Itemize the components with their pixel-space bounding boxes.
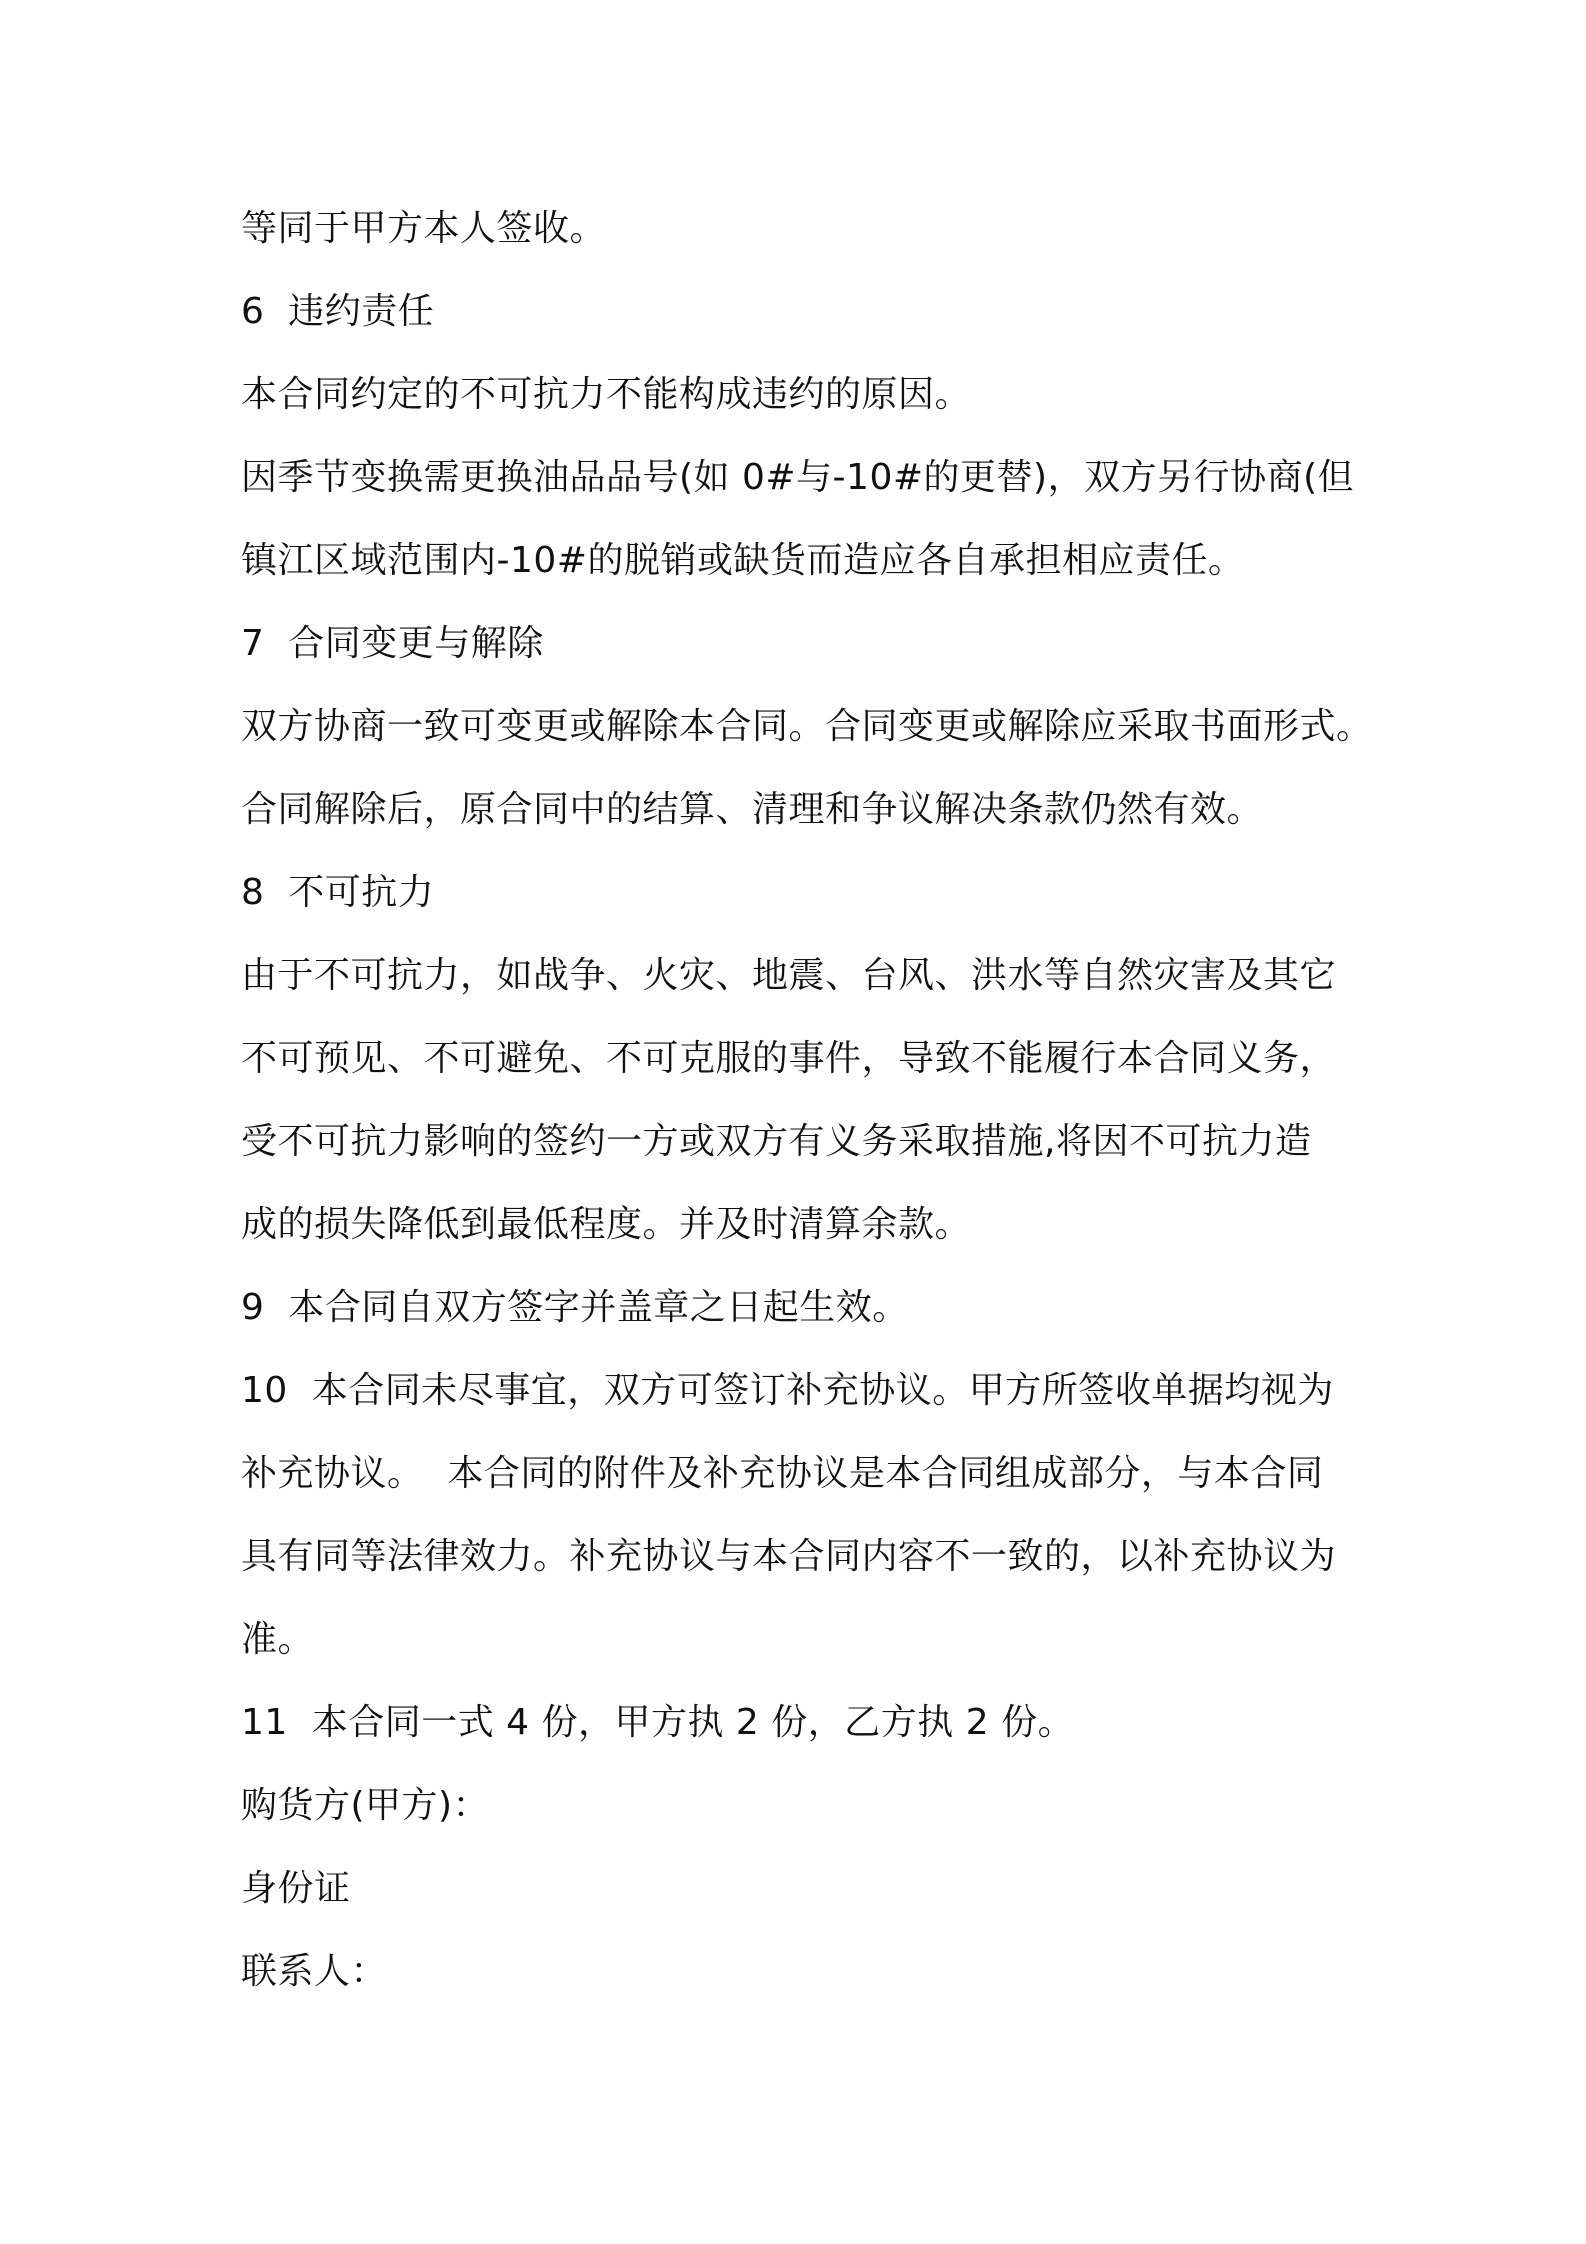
text-line: 受不可抗力影响的签约一方或双方有义务采取措施,将因不可抗力造 (241, 1121, 1312, 1162)
text-line: 由于不可抗力，如战争、火灾、地震、台风、洪水等自然灾害及其它 (241, 955, 1337, 996)
text-line: 因季节变换需更换油品品号(如 0#与-10#的更替)，双方另行协商(但 (241, 457, 1355, 498)
clause-10: 10 本合同未尽事宜，双方可签订补充协议。甲方所签收单据均视为 (241, 1370, 1334, 1411)
text-line: 本合同约定的不可抗力不能构成违约的原因。 (241, 374, 972, 415)
section-heading-force-majeure: 8 不可抗力 (241, 872, 435, 913)
text-line: 具有同等法律效力。补充协议与本合同内容不一致的，以补充协议为 (241, 1536, 1337, 1577)
buyer-label: 购货方(甲方)： (241, 1785, 490, 1826)
text-line: 成的损失降低到最低程度。并及时清算余款。 (241, 1204, 972, 1245)
text-line: 合同解除后，原合同中的结算、清理和争议解决条款仍然有效。 (241, 789, 1264, 830)
text-line: 双方协商一致可变更或解除本合同。合同变更或解除应采取书面形式。 (241, 706, 1373, 747)
id-card-label: 身份证 (241, 1868, 351, 1909)
clause-11: 11 本合同一式 4 份，甲方执 2 份，乙方执 2 份。 (241, 1702, 1075, 1743)
text-line: 等同于甲方本人签收。 (241, 208, 607, 249)
text-line: 补充协议。 本合同的附件及补充协议是本合同组成部分，与本合同 (241, 1453, 1324, 1494)
text-line: 不可预见、不可避免、不可克服的事件，导致不能履行本合同义务， (241, 1038, 1337, 1079)
section-heading-change: 7 合同变更与解除 (241, 623, 544, 664)
clause-9: 9 本合同自双方签字并盖章之日起生效。 (241, 1287, 909, 1328)
section-heading-breach: 6 违约责任 (241, 291, 435, 332)
text-line: 准。 (241, 1619, 315, 1660)
contact-label: 联系人： (241, 1951, 388, 1992)
text-line: 镇江区域范围内-10#的脱销或缺货而造应各自承担相应责任。 (241, 540, 1245, 581)
